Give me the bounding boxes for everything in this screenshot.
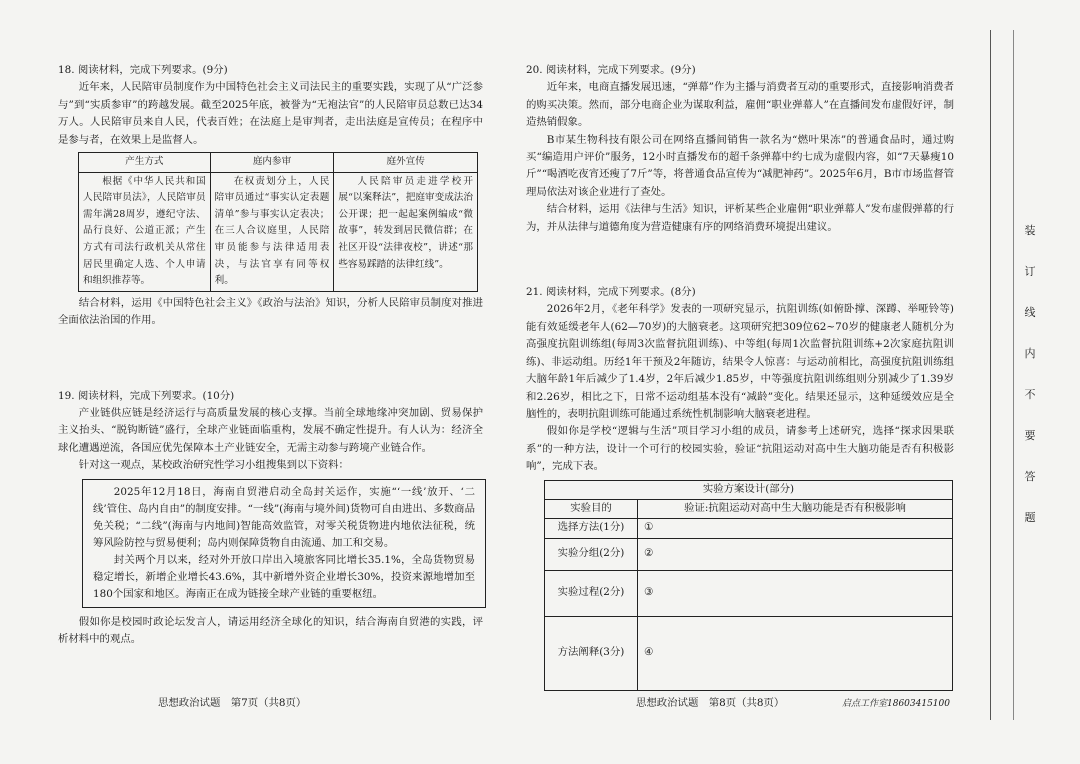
left-footer: 思想政治试题 第7页（共8页） bbox=[158, 697, 307, 709]
q18-table-cell: 人民陪审员走进学校开展“以案释法”，把庭审变成法治公开课；把一起起案例编成“微故事”，转发到居民微信群；在社区开设“法律夜校”，讲述“那些容易踩踏的法律红线”。 bbox=[334, 172, 478, 291]
q19-question: 假如你是校园时政论坛发言人，请运用经济全球化的知识，结合海南自贸港的实践，评析材料中的观点。 bbox=[58, 615, 483, 646]
q19-box-paragraph: 2025年12月18日，海南自贸港启动全岛封关运作，实施“‘一线’放开、‘二线’管住、岛内自由”的制度安排。“一线”(海南与境外间)货物可自由进出、多数商品免关税；“二线”(海南与内地间)智能高效监管，对零关税货物进内地依法征税，统筹风险防控与贸易便利；岛内则保障货物自由流通、加工和交易。 bbox=[93, 485, 475, 549]
right-page bbox=[526, 62, 954, 691]
seal-char: 装 bbox=[1024, 224, 1036, 237]
q18-question: 结合材料，运用《中国特色社会主义》《政治与法治》知识，分析人民陪审员制度对推进全面依法治国的作用。 bbox=[58, 296, 483, 327]
seal-char: 答 bbox=[1024, 470, 1036, 483]
q18-table-cell: 根据《中华人民共和国人民陪审员法》，人民陪审员需年满28周岁，遵纪守法、品行良好、公道正派；产生方式有司法行政机关从常住居民里确定人选、个人申请和组织推荐等。 bbox=[79, 172, 211, 291]
experiment-row-label: 方法阐释(3分) bbox=[545, 616, 638, 690]
q19-intro: 产业链供应链是经济运行与高质量发展的核心支撑。当前全球地缘冲突加剧、贸易保护主义抬头、“脱钩断链”盛行，全球产业链面临重构，发展不确定性提升。有人认为：经济全球化遭遇逆流，各国应优先保障本土产业链安全，无需主动参与跨境产业链合作。 bbox=[58, 407, 483, 454]
q18-title: 18. 阅读材料，完成下列要求。(9分) bbox=[58, 64, 228, 76]
answer-blank-1[interactable]: ① bbox=[638, 518, 953, 538]
seal-char: 订 bbox=[1024, 265, 1036, 278]
seal-char: 不 bbox=[1024, 388, 1036, 401]
q20-paragraph: 近年来，电商直播发展迅速，“弹幕”作为主播与消费者互动的重要形式，直接影响消费者的购买决策。然而，部分电商企业为谋取利益，雇佣“职业弹幕人”在直播间发布虚假好评，制造热销假象。 bbox=[526, 81, 954, 129]
experiment-row-label: 选择方法(1分) bbox=[545, 518, 638, 538]
seal-char: 要 bbox=[1024, 429, 1036, 442]
seal-char: 内 bbox=[1024, 347, 1036, 360]
q18-table bbox=[78, 152, 478, 292]
q18-table-header: 庭内参审 bbox=[210, 153, 334, 173]
experiment-table-caption: 实验方案设计(部分) bbox=[545, 480, 953, 499]
experiment-row-label: 实验分组(2分) bbox=[545, 538, 638, 570]
seal-warning bbox=[1022, 210, 1038, 538]
answer-blank-2[interactable]: ② bbox=[638, 538, 953, 570]
seal-char: 线 bbox=[1024, 306, 1036, 319]
q20-title: 20. 阅读材料，完成下列要求。(9分) bbox=[526, 64, 696, 76]
right-footer: 思想政治试题 第8页（共8页） bbox=[636, 697, 785, 709]
watermark: 启点工作室18603415100 bbox=[842, 699, 950, 709]
q21-paragraph: 2026年2月，《老年科学》发表的一项研究显示，抗阻训练(如俯卧撑、深蹲、举哑铃等)能有效延缓老年人(62—70岁)的大脑衰老。这项研究把309位62~70岁的健康老人随机分为高强度抗阻训练组(每周3次监督抗阻训练)、中等组(每周1次监督抗阻训练+2次家庭抗阻训练)、非运动组。历经1年干预及2年随访，结果令人惊喜：与运动前相比，高强度抗阻训练组大脑年龄1年后减少了1.4岁，2年后减少1.85岁，中等强度抗阻训练组则分别减少了1.39岁和2.26岁，相比之下，日常不运动组基本没有“减龄”变化。结果还显示，这种延缓效应是全脑性的，表明抗阻训练可能通过系统性机制影响大脑衰老进程。 bbox=[526, 303, 954, 420]
q18-table-header: 庭外宣传 bbox=[334, 153, 478, 173]
binding-line bbox=[990, 30, 1014, 720]
q18-table-cell: 在权责划分上，人民陪审员通过“事实认定表题清单”参与事实认定表决；在三人合议庭里，人民陪审员能参与法律适用表决，与法官享有同等权利。 bbox=[210, 172, 334, 291]
experiment-row-value: 验证:抗阻运动对高中生大脑功能是否有积极影响 bbox=[638, 499, 953, 518]
q20-paragraph: B市某生物科技有限公司在网络直播间销售一款名为“燃叶果冻”的普通食品时，通过购买“编造用户评价”服务，12小时直播发布的超千条弹幕中约七成为虚假内容，如“7天暴瘦10斤”“喝酒吃夜宵还瘦了7斤”等，将普通食品宣传为“减肥神药”。2025年6月，B市市场监督管理局依法对该企业进行了查处。 bbox=[526, 133, 954, 198]
seal-char: 题 bbox=[1024, 511, 1036, 524]
q21-paragraph: 假如你是学校“逻辑与生活”项目学习小组的成员，请参考上述研究，选择“探求因果联系”的一种方法，设计一个可行的校园实验，验证“抗阻运动对高中生大脑功能是否有积极影响”，完成下表。 bbox=[526, 425, 954, 473]
answer-blank-3[interactable]: ③ bbox=[638, 570, 953, 616]
answer-blank-4[interactable]: ④ bbox=[638, 616, 953, 690]
q21-title: 21. 阅读材料，完成下列要求。(8分) bbox=[526, 286, 696, 299]
q19-title: 19. 阅读材料，完成下列要求。(10分) bbox=[58, 389, 235, 402]
q18-table-header: 产生方式 bbox=[79, 153, 211, 173]
q20-question: 结合材料，运用《法律与生活》知识，评析某些企业雇佣“职业弹幕人”发布虚假弹幕的行为，并从法律与道德角度为营造健康有序的网络消费环境提出建议。 bbox=[526, 203, 954, 233]
experiment-row-label: 实验目的 bbox=[545, 499, 638, 518]
q19-box-paragraph: 封关两个月以来，经对外开放口岸出入境旅客同比增长35.1%，全岛货物贸易稳定增长，新增企业增长43.6%，其中新增外资企业增长30%，投资来源地增加至180个国家和地区。海南正在成为链接全球产业链的重要枢纽。 bbox=[93, 553, 475, 600]
left-page bbox=[58, 62, 483, 648]
experiment-table bbox=[544, 480, 953, 691]
q18-intro: 近年来，人民陪审员制度作为中国特色社会主义司法民主的重要实践，实现了从“广泛参与”到“实质参审”的跨越发展。截至2025年底，被誉为“无袍法官”的人民陪审员总数已达34万人。人民陪审员来自人民，代表百姓；在法庭上是审判者，走出法庭是宣传员；在程序中是参与者，在效果上是监督人。 bbox=[58, 81, 483, 146]
q19-material-box bbox=[82, 479, 486, 608]
q19-intro2: 针对这一观点，某校政治研究性学习小组搜集到以下资料： bbox=[78, 459, 349, 472]
experiment-row-label: 实验过程(2分) bbox=[545, 570, 638, 616]
